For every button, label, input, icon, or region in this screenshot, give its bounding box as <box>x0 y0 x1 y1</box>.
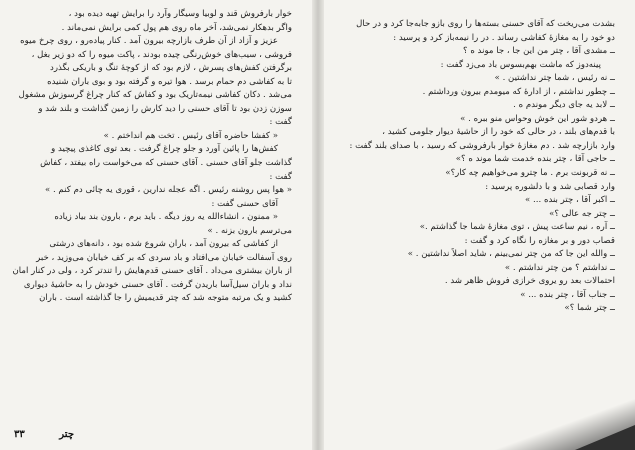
text-line: ــ والله این جا که من چتر نمی‌بینم ، شاید اصلاً نداشتین . » <box>407 249 615 260</box>
text-line: دو خود را به مغازهٔ کفاشی رساند . در را نیمه‌باز کرد و پرسید : <box>393 32 615 43</box>
text-line: پینه‌دوز که ماشت بهم‌بسوس باد می‌زد گفت : <box>440 59 601 70</box>
text-line: از باران بیشتری می‌داد . آقای حسنی قدم‌هایش را تندتر کرد ، ولی در کنار امان <box>12 266 292 277</box>
text-line: گفت : <box>269 171 292 182</box>
left-page <box>0 0 312 450</box>
text-line: نداد و باران سیل‌آسا باریدن گرفت . آقای حسنی خودش را به حاشیهٔ دیواری <box>23 279 292 290</box>
text-line: بشدت می‌ریخت که آقای حسنی بسته‌ها را روی بازو جابه‌جا کرد و در حال <box>356 19 615 29</box>
text-line: ــ چطور نداشتم ، از ادارهٔ که میومدم بیرون ورداشتم . <box>422 86 615 97</box>
text-line: « هوا پس روشنه رئیس . اگه عجله ندارین ، قوری یه چائی دم کنم . » <box>44 185 292 196</box>
text-line: عزیز و آزاد از آن طرف بازارچه بیرون آمد . کنار پیاده‌رو ، روی چرخ میوه <box>20 36 278 47</box>
text-line: ــ نه رئیس ، شما چتر نداشتین . » <box>494 73 615 84</box>
text-line: برگرفتن کفش‌های پسرش ، لازم بود که از کوچهٔ تنگ و باریکی بگذرد <box>50 63 292 74</box>
text-line: « ممنون ، انشاءالله یه روز دیگه . باید برم ، بارون بند بیاد زیاده <box>54 212 278 223</box>
text-line: آقای حسنی گفت : <box>211 198 278 209</box>
text-line: ــ اکبر آقا ، چتر بنده ... » <box>525 195 615 206</box>
text-line: ــ نداشتم ؟ من چتر نداشتم . » <box>504 262 615 273</box>
text-line: با قدم‌های بلند ، در حالی که خود را از حاشیهٔ دیوار جلومی کشید ، <box>382 127 615 138</box>
text-line: ــ هردو شور این خوش وحواس منو ببره . » <box>460 113 615 124</box>
text-line: « کفشا حاضره آقای رئیس . تخت هم انداختم . » <box>103 130 278 141</box>
text-line: تا به کفاشی دم حمام برسد . هوا تیره و گرفته بود و بوی باران شنیده <box>47 76 292 87</box>
text-line: از کفاشی که بیرون آمد ، باران شروع شده بود ، دانه‌های درشتی <box>49 239 278 250</box>
text-line: قصاب دور و بر مغازه را نگاه کرد و گفت : <box>464 235 615 246</box>
text-line: گفت : <box>269 117 292 128</box>
text-line: روی آسفالت خیابان می‌افتاد و باد سردی که بر کف خیابان می‌وزید ، خبر <box>36 252 292 263</box>
text-line: گذاشت جلو آقای حسنی . آقای حسنی که می‌خواست راه بیفتد ، کفاش <box>40 158 292 169</box>
text-line: می‌ترسم بارون بزنه . » <box>207 225 292 236</box>
text-line: خوار بارفروش قند و لوبیا وسیگار وآرد را برایش تهیه دیده بود ، <box>68 9 292 19</box>
page-number: ۳۳ <box>14 429 25 441</box>
text-line: ــ آره ، نیم ساعت پیش ، توی مغازهٔ شما جا گذاشتم .» <box>419 222 615 233</box>
text-line: ــ لابد یه جای دیگر موندم ه . <box>513 100 615 111</box>
text-line: ــ مشدی آقا ، چتر من این جا ، جا موند ه ؟ <box>463 46 615 57</box>
text-line: ــ چتر شما ؟» <box>564 303 615 314</box>
text-line: کشید و یک مرتبه متوجه شد که چتر قدیمیش را جا گذاشته است . باران <box>39 293 292 304</box>
text-line: کفش‌ها را پائین آورد و جلو چراغ گرفت . بعد توی کاغذی پیچید و <box>51 144 278 155</box>
running-title: چتر <box>59 429 74 441</box>
text-line: فروشی ، سیب‌های خوش‌رنگی چیده بودند ، پاکت میوه را که دو زیر بغل ، <box>31 49 292 60</box>
text-line: ــ جناب آقا ، چتر بنده ... » <box>520 289 615 300</box>
text-line: می‌شد . دکان کفاشی نیمه‌تاریک بود و کفاش که کنار چراغ گرسوزش مشغول <box>18 90 292 101</box>
text-line: ــ نه قربونت برم . ما چترو می‌خواهیم چه کار؟» <box>445 168 615 179</box>
text-line: ــ چتر جه عالی ؟» <box>549 208 615 219</box>
right-page <box>324 0 635 450</box>
text-line: وارد قصابی شد و با دلشوره پرسید : <box>485 181 615 192</box>
book-gutter <box>312 0 324 450</box>
page-footer <box>14 428 74 442</box>
text-line: احتمالات بعد رو یروی خرازی فروش ظاهر شد . <box>444 276 615 287</box>
text-line: وارد بازارچه شد . دم مغازهٔ خوار بارفروشی که رسید ، با صدای بلند گفت : <box>349 140 615 151</box>
text-line: سوزن زدن بود تا آقای حسنی را دید کارش را زمین گذاشت و بلند شد و <box>38 103 292 114</box>
text-line: ــ حاجی آقا ، چتر بنده خدمت شما موند ه ؟» <box>455 154 615 165</box>
text-line: واگر بدهکار نمی‌شد، آخر ماه روی هم پول کمی برایش نمی‌ماند . <box>61 22 292 33</box>
